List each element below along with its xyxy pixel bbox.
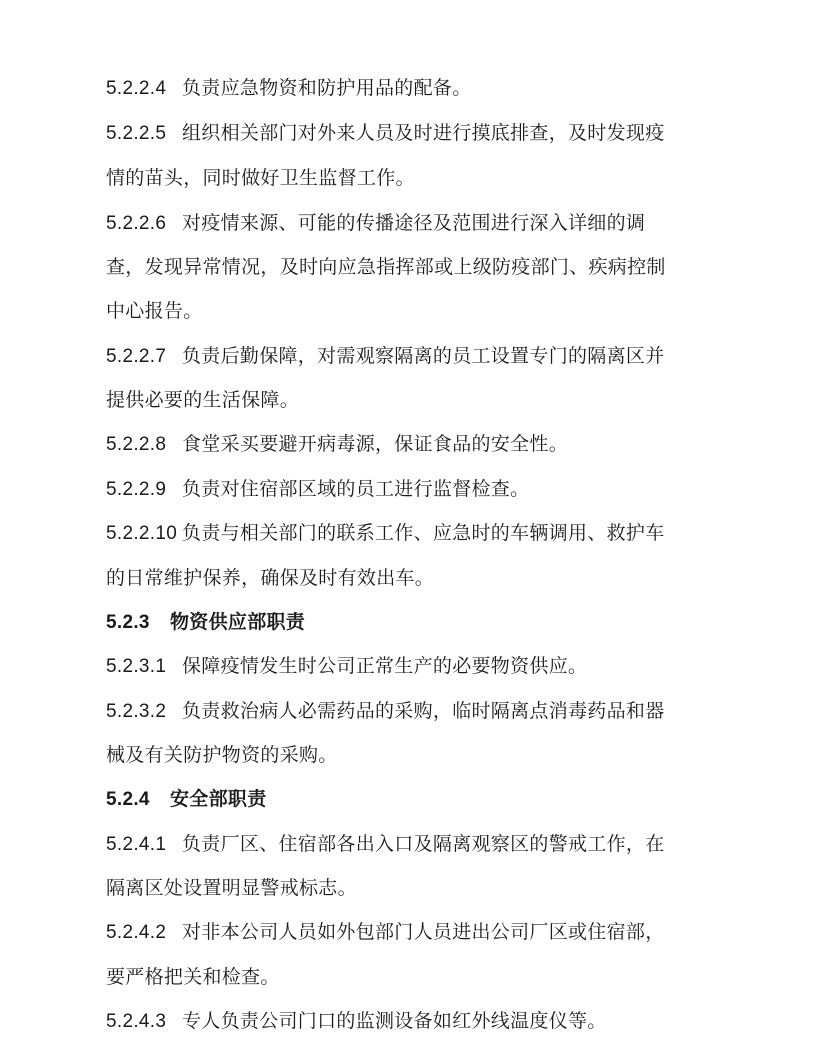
clause-number: 5.2.3.2 bbox=[106, 701, 167, 722]
clause-text: 提供必要的生活保障。 bbox=[106, 389, 300, 411]
clause-number: 5.2.2.5 bbox=[106, 123, 167, 144]
section-title: 安全部职责 bbox=[170, 788, 267, 810]
paragraph-continuation bbox=[106, 964, 280, 990]
paragraph-5-2-3-2 bbox=[106, 698, 665, 725]
paragraph-5-2-2-9 bbox=[106, 476, 529, 503]
paragraph-continuation bbox=[106, 254, 666, 280]
section-heading-5-2-3 bbox=[106, 609, 305, 636]
clause-text: 情的苗头，同时做好卫生监督工作。 bbox=[106, 167, 415, 189]
clause-number: 5.2.2.7 bbox=[106, 346, 167, 367]
paragraph-5-2-2-8 bbox=[106, 431, 568, 458]
clause-text: 负责与相关部门的联系工作、应急时的车辆调用、救护车 bbox=[182, 522, 665, 544]
clause-text: 保障疫情发生时公司正常生产的必要物资供应。 bbox=[182, 655, 588, 677]
paragraph-5-2-2-4 bbox=[106, 75, 472, 102]
clause-text: 负责厂区、住宿部各出入口及隔离观察区的警戒工作，在 bbox=[182, 833, 665, 855]
section-number: 5.2.4 bbox=[106, 789, 150, 810]
paragraph-5-2-2-6 bbox=[106, 210, 645, 237]
paragraph-5-2-4-3 bbox=[106, 1008, 607, 1035]
clause-text: 械及有关防护物资的采购。 bbox=[106, 744, 338, 766]
clause-text: 的日常维护保养，确保及时有效出车。 bbox=[106, 567, 435, 589]
paragraph-5-2-3-1 bbox=[106, 653, 587, 680]
section-number: 5.2.3 bbox=[106, 612, 150, 633]
clause-number: 5.2.2.4 bbox=[106, 78, 167, 99]
clause-text: 对非本公司人员如外包部门人员进出公司厂区或住宿部， bbox=[182, 921, 665, 943]
clause-text: 要严格把关和检查。 bbox=[106, 966, 280, 988]
clause-text: 负责对住宿部区域的员工进行监督检查。 bbox=[182, 478, 530, 500]
section-heading-5-2-4 bbox=[106, 786, 267, 813]
clause-number: 5.2.3.1 bbox=[106, 656, 167, 677]
clause-text: 对疫情来源、可能的传播途径及范围进行深入详细的调 bbox=[182, 212, 646, 234]
paragraph-continuation bbox=[106, 565, 434, 591]
paragraph-5-2-2-7 bbox=[106, 343, 665, 370]
paragraph-continuation bbox=[106, 875, 357, 901]
clause-text: 隔离区处设置明显警戒标志。 bbox=[106, 877, 357, 899]
paragraph-5-2-2-10 bbox=[106, 520, 665, 547]
clause-text: 组织相关部门对外来人员及时进行摸底排查，及时发现疫 bbox=[182, 122, 665, 144]
clause-number: 5.2.2.8 bbox=[106, 434, 167, 455]
paragraph-continuation bbox=[106, 298, 203, 324]
clause-text: 负责应急物资和防护用品的配备。 bbox=[182, 77, 472, 99]
clause-text: 食堂采买要避开病毒源，保证食品的安全性。 bbox=[182, 433, 569, 455]
paragraph-continuation bbox=[106, 742, 338, 768]
clause-number: 5.2.2.6 bbox=[106, 213, 167, 234]
paragraph-5-2-4-1 bbox=[106, 831, 665, 858]
clause-text: 负责救治病人必需药品的采购，临时隔离点消毒药品和器 bbox=[182, 700, 665, 722]
clause-text: 专人负责公司门口的监测设备如红外线温度仪等。 bbox=[182, 1010, 607, 1032]
paragraph-continuation bbox=[106, 387, 299, 413]
clause-number: 5.2.4.2 bbox=[106, 922, 167, 943]
paragraph-5-2-4-2 bbox=[106, 919, 665, 946]
clause-text: 中心报告。 bbox=[106, 300, 203, 322]
clause-number: 5.2.2.9 bbox=[106, 479, 167, 500]
clause-number: 5.2.4.1 bbox=[106, 834, 167, 855]
paragraph-continuation bbox=[106, 165, 415, 191]
section-title: 物资供应部职责 bbox=[170, 611, 306, 633]
clause-text: 查，发现异常情况，及时向应急指挥部或上级防疫部门、疾病控制 bbox=[106, 256, 666, 278]
clause-number: 5.2.2.10 bbox=[106, 523, 178, 544]
paragraph-5-2-2-5 bbox=[106, 120, 665, 147]
clause-text: 负责后勤保障，对需观察隔离的员工设置专门的隔离区并 bbox=[182, 345, 665, 367]
clause-number: 5.2.4.3 bbox=[106, 1011, 167, 1032]
